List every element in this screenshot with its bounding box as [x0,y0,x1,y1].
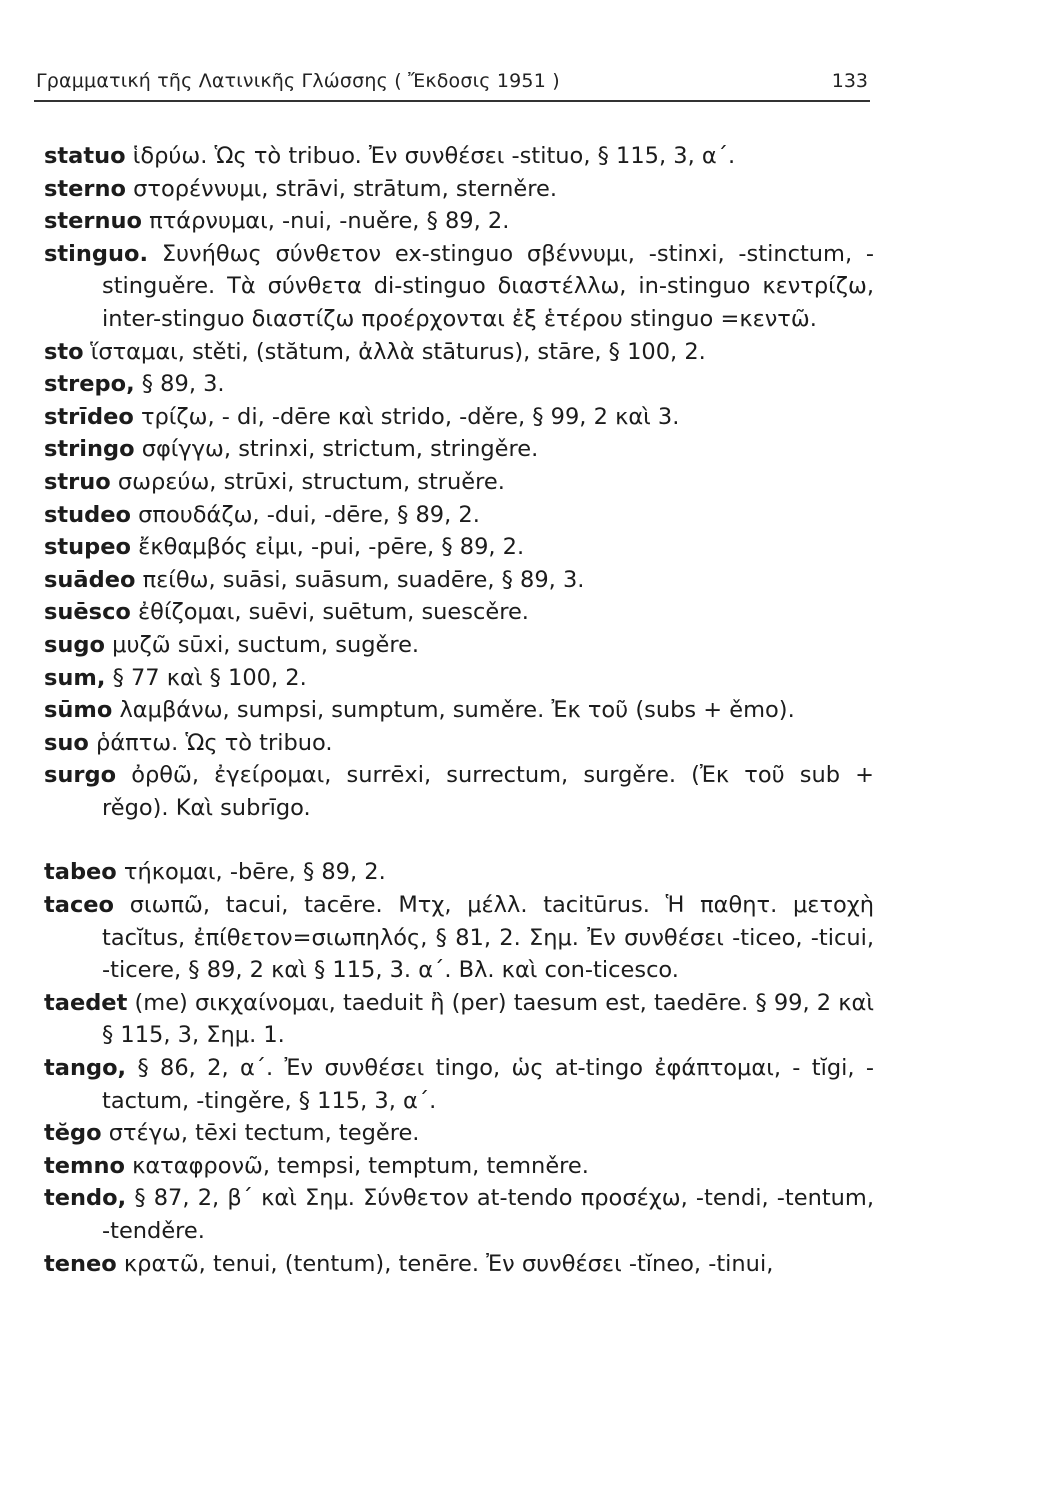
dictionary-entry [44,1117,874,1150]
dictionary-entry [44,662,874,695]
entry-text: ἵσταμαι, stěti, (stătum, ἀλλὰ stāturus), stāre, § 100, 2. [90,338,706,365]
dictionary-entries [44,140,874,1280]
entry-text: τήκομαι, -bēre, § 89, 2. [123,859,386,886]
entry-text: σιωπῶ, tacui, tacēre. Μτχ, μέλλ. tacitūrus. Ἡ παθητ. μετοχὴ tacĭtus, ἐπίθετον=σιωπηλός, § 81, 2. Σημ. Ἐν συνθέσει -ticeo, -ticui, -ticere, § 89, 2 καὶ § 115, 3. α΄. Βλ. καὶ con-ticesco. [102,892,875,984]
dictionary-entry [44,1052,874,1117]
entry-text: § 87, 2, β΄ καὶ Σημ. Σύνθετον at-tendo προσέχω, -tendi, -tentum, -tenděre. [102,1185,874,1244]
entry-text: στέγω, tēxi tectum, tegěre. [108,1120,420,1147]
entry-headword: struo [44,468,111,495]
dictionary-entry [44,1182,874,1247]
entry-text: μυζῶ sūxi, suctum, sugěre. [112,631,420,658]
entry-text: ἐθίζομαι, suēvi, suētum, suescěre. [138,599,529,626]
dictionary-entry [44,987,874,1052]
entry-text: λαμβάνω, sumpsi, sumptum, suměre. Ἐκ τοῦ (subs + ěmo). [119,697,795,724]
entry-headword: stupeo [44,534,131,561]
entry-text: πτάρνυμαι, -nui, -nuěre, § 89, 2. [149,208,510,235]
dictionary-entry [44,1248,874,1281]
entry-headword: taedet [44,989,128,1016]
entry-headword: teneo [44,1250,117,1277]
entry-text: § 89, 3. [141,371,225,398]
dictionary-entry [44,694,874,727]
entry-headword: stinguo. [44,240,149,267]
dictionary-entry [44,336,874,369]
dictionary-entry [44,401,874,434]
dictionary-entry [44,433,874,466]
entry-text: (me) σικχαίνομαι, taeduit ἢ (per) taesum est, taedēre. § 99, 2 καὶ § 115, 3, Σημ. 1. [102,989,874,1049]
entry-headword: surgo [44,762,117,789]
page-number: 133 [831,70,868,92]
dictionary-entry [44,238,874,336]
entry-headword: sugo [44,631,105,658]
running-head: Γραμματική τῆς Λατινικῆς Γλώσσης ( Ἔκδοσις 1951 ) [36,70,560,92]
entry-text: ἔκθαμβός εἰμι, -pui, -pēre, § 89, 2. [138,534,525,561]
entry-text: τρίζω, - di, -dēre καὶ strido, -děre, § 99, 2 καὶ 3. [140,403,680,430]
entry-headword: tendo, [44,1185,127,1212]
header-rule [34,100,870,102]
dictionary-entry [44,564,874,597]
entry-headword: tabeo [44,859,117,886]
dictionary-entry [44,596,874,629]
section-gap [44,824,874,856]
entry-text: στορέννυμι, strāvi, strātum, sterněre. [133,175,557,202]
dictionary-entry [44,856,874,889]
dictionary-entry [44,889,874,987]
dictionary-entry [44,466,874,499]
dictionary-entry [44,499,874,532]
entry-headword: taceo [44,892,114,919]
entry-headword: tĕgo [44,1120,102,1147]
dictionary-entry [44,173,874,206]
entry-headword: sum, [44,664,106,691]
dictionary-entry [44,368,874,401]
entry-headword: stringo [44,436,135,463]
entry-text: σωρεύω, strūxi, structum, struěre. [117,468,505,495]
dictionary-entry [44,727,874,760]
entry-headword: sternuo [44,208,142,235]
entry-text: ὀρθῶ, ἐγείρομαι, surrēxi, surrectum, surgěre. (Ἐκ τοῦ sub + rěgo). Καὶ subrīgo. [102,762,874,821]
entry-headword: studeo [44,501,131,528]
entry-text: σπουδάζω, -dui, -dēre, § 89, 2. [138,501,480,528]
entry-headword: strepo, [44,371,135,398]
entry-text: πείθω, suāsi, suāsum, suadēre, § 89, 3. [142,566,585,593]
entry-headword: temno [44,1152,125,1179]
entry-text: Συνήθως σύνθετον ex-stinguo σβέννυμι, -stinxi, -stinctum, -stinguěre. Τὰ σύνθετα di-stinguo διαστέλλω, in-stinguo κεντρίζω, inter-stinguo διαστίζω προέρχονται ἐξ ἑτέρου stinguo =κεντῶ. [102,240,875,332]
entry-headword: strīdeo [44,403,134,430]
entry-headword: sterno [44,175,126,202]
entry-text: ῥάπτω. Ὡς τὸ tribuo. [96,729,333,756]
entry-headword: suo [44,729,89,756]
dictionary-entry [44,531,874,564]
entry-text: § 86, 2, α΄. Ἐν συνθέσει tingo, ὡς at-tingo ἐφάπτομαι, - tĭgi, -tactum, -tingěre, § 115, 3, α΄. [102,1055,875,1114]
entry-headword: sūmo [44,697,113,724]
entry-headword: statuo [44,143,126,169]
entry-headword: suādeo [44,566,136,593]
dictionary-entry [44,140,874,173]
entry-text: καταφρονῶ, tempsi, temptum, temněre. [132,1152,589,1179]
dictionary-entry [44,1150,874,1183]
dictionary-entry [44,629,874,662]
entry-text: κρατῶ, tenui, (tentum), tenēre. Ἐν συνθέσει -tĭneo, -tinui, [123,1250,774,1277]
entry-text: § 77 καὶ § 100, 2. [112,664,307,691]
entry-headword: sto [44,338,84,365]
entry-headword: suēsco [44,599,131,626]
entry-text: ἱδρύω. Ὡς τὸ tribuo. Ἐν συνθέσει -stituo, § 115, 3, α΄. [132,143,736,169]
entry-text: σφίγγω, strinxi, strictum, stringěre. [141,436,539,463]
entry-headword: tango, [44,1055,127,1082]
dictionary-entry [44,759,874,824]
dictionary-entry [44,205,874,238]
